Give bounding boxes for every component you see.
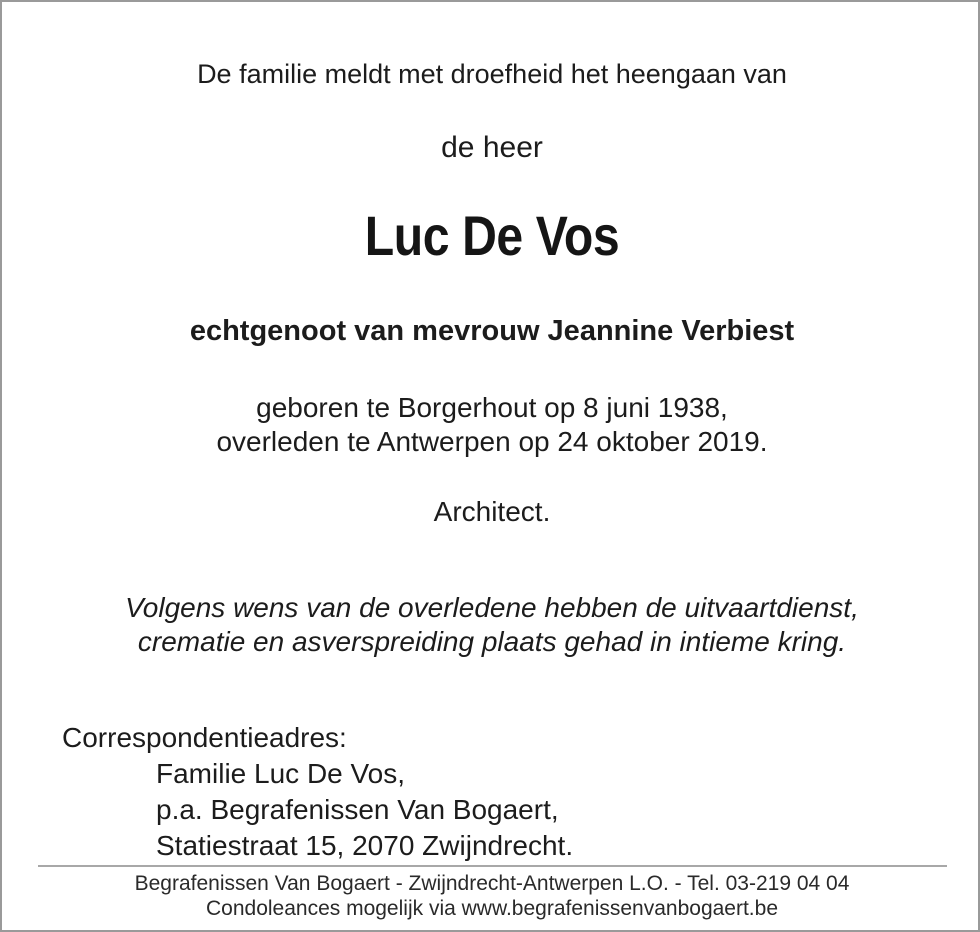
footer-divider xyxy=(38,865,947,867)
spouse-line: echtgenoot van mevrouw Jeannine Verbiest xyxy=(189,315,795,347)
footer-funeral-home: Begrafenissen Van Bogaert - Zwijndrecht-Antwerpen L.O. - Tel. 03-219 04 04 xyxy=(134,872,850,895)
correspondence-label: Correspondentieadres: xyxy=(62,722,347,753)
funeral-wish-line-2: crematie en asverspreiding plaats gehad in intieme kring. xyxy=(137,626,847,657)
correspondence-line: Statiestraat 15, 2070 Zwijndrecht. xyxy=(156,830,574,861)
funeral-wish-line-1: Volgens wens van de overledene hebben de uitvaartdienst, xyxy=(125,592,859,623)
profession: Architect. xyxy=(433,496,551,527)
deceased-name: Luc De Vos xyxy=(364,204,620,267)
death-line: overleden te Antwerpen op 24 oktober 2019. xyxy=(216,426,768,457)
footer-condolences: Condoleances mogelijk via www.begrafenissenvanbogaert.be xyxy=(205,897,778,920)
honorific: de heer xyxy=(441,131,543,164)
birth-line: geboren te Borgerhout op 8 juni 1938, xyxy=(256,392,728,423)
intro-text: De familie meldt met droefheid het heengaan van xyxy=(197,59,787,89)
correspondence-line: Familie Luc De Vos, xyxy=(156,758,405,789)
correspondence-line: p.a. Begrafenissen Van Bogaert, xyxy=(156,794,559,825)
